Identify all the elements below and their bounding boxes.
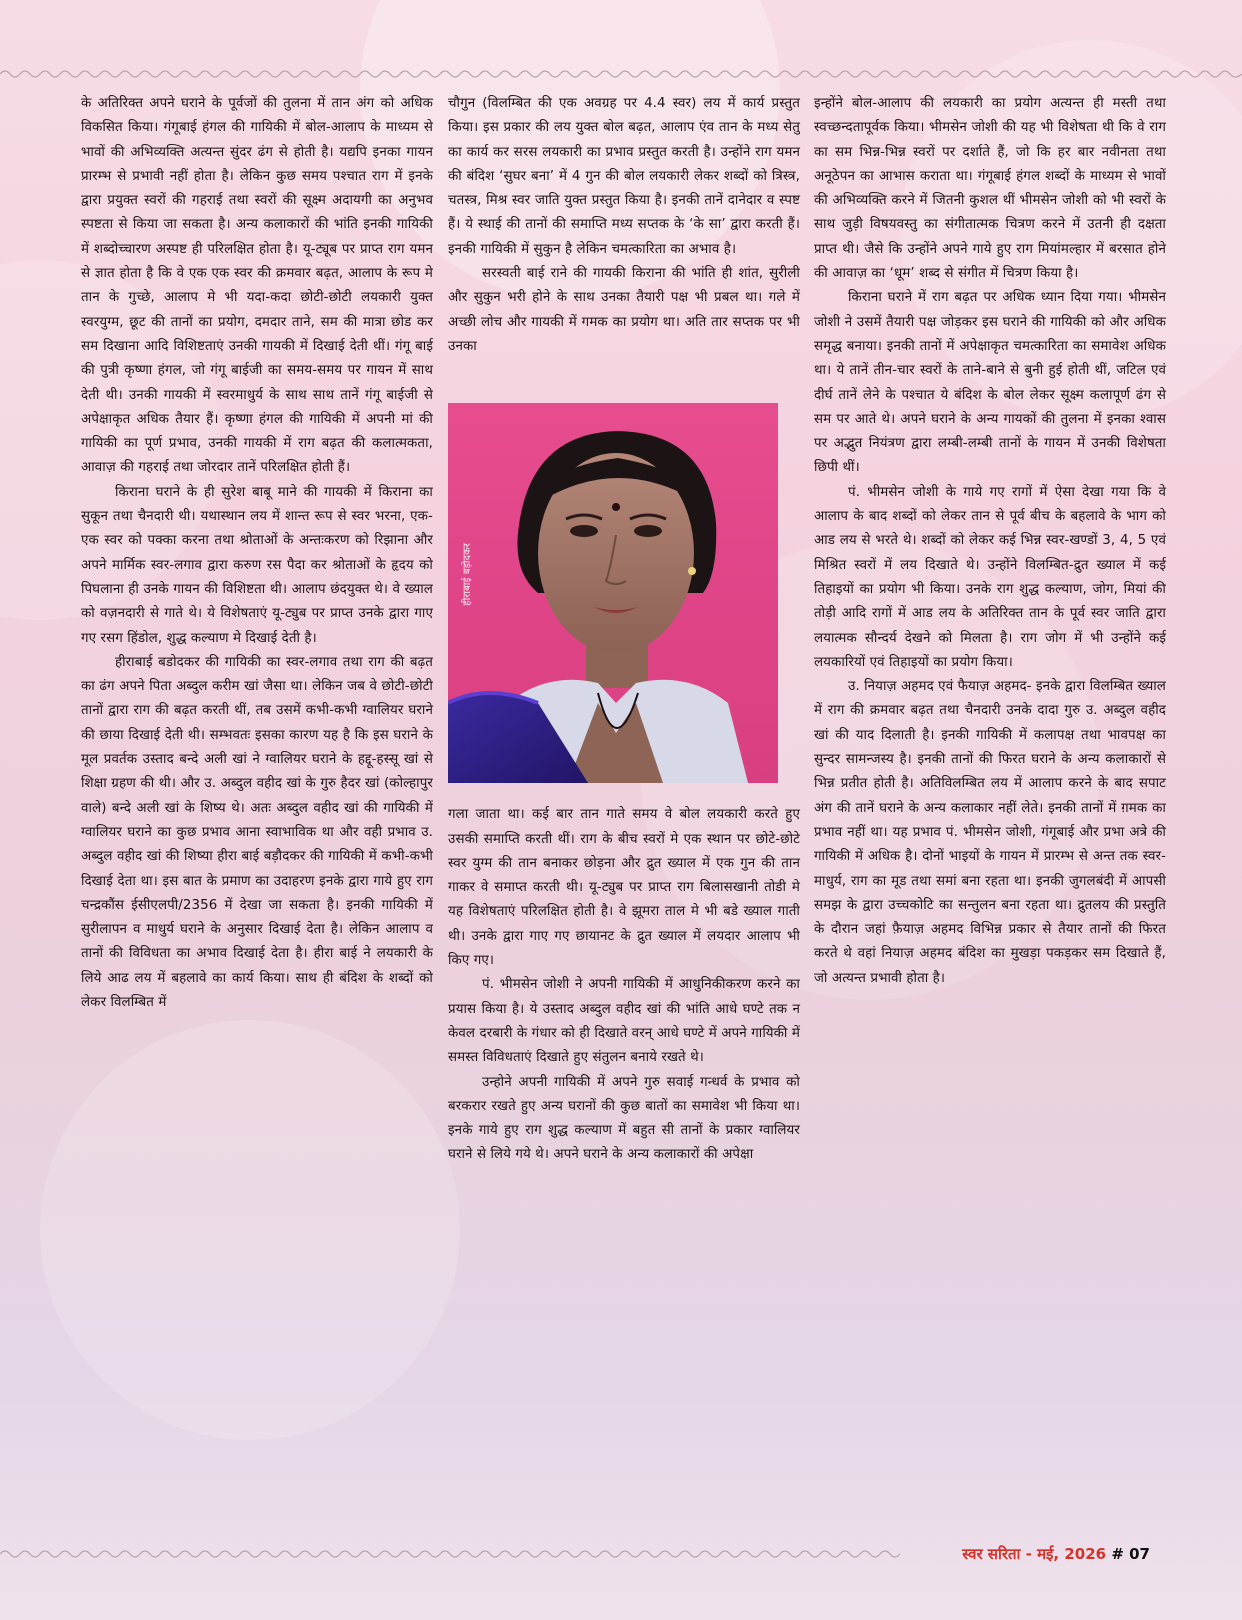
page-number: # 07 — [1111, 1545, 1150, 1563]
paragraph: चौगुन (विलम्बित की एक अवग्रह पर 4.4 स्वर) लय में कार्य प्रस्तुत किया। इस प्रकार की लय युक्त बोल बढ़त, आलाप एंव तान के मध्य सेतु का कार्य कर सरस लयकारी का प्रभाव प्रस्तुत करती है। उन्होंने राग यमन की बंदिश ‘सुघर बना’ में 4 गुन की बोल लयकारी लेकर शब्दों को त्रिस्त्र, चतस्त्र, मिश्र स्वर जाति युक्त प्रस्तुत किया है। इनकी तानें दानेदार व स्पष्ट हैं। ये स्थाई की तानों की समाप्ति मध्य सप्तक के ‘के सा’ द्वारा करती हैं। इनकी गायिकी में सुकुन है लेकिन चमत्कारिता का अभाव है। — [448, 96, 800, 257]
paragraph: के अतिरिक्त अपने घराने के पूर्वजों की तुलना में तान अंग को अधिक विकसित किया। गंगूबाई हंगल की गायिकी में बोल-आलाप के माध्यम से भावों की अभिव्यक्ति अत्यन्त सुंदर ढंग से होती है। यद्यपि इनका गायन प्रारम्भ से प्रभावी नहीं होता है। लेकिन कुछ समय पश्चात राग में इनके द्वारा प्रयुक्त स्वरों की गहराई तथा स्वरों की सूक्ष्म अदायगी का अनुभव स्पष्टता से किया जा सकता है। अन्य कलाकारों की भांति इनकी गायिकी में शब्दोच्चारण अस्पष्ट ही परिलक्षित होता है। यू-ट्यूब पर प्राप्त राग यमन से ज्ञात होता है कि वे एक एक स्वर की क्रमवार बढ़त, आलाप के रूप मे तान के गुच्छे, आलाप मे भी यदा-कदा छोटी-छोटी लयकारी युक्त स्वरयुग्म, छूट की तानों का प्रयोग, दमदार ताने, सम की मात्रा छोड कर सम दिखाना आदि विशिष्टताएं उनकी गायकी में दिखाई देती थीं। गंगू बाई की पुत्री कृष्णा हंगल, जो गंगू बाईजी का समय-समय पर गायन में साथ देती थी। उनकी गायकी में स्वरमाधुर्य के साथ साथ तानें गंगू बाईजी से अपेक्षाकृत अधिक तैयार हैं। कृष्णा हंगल की गायिकी में अपनी मां की गायिकी का पूर्ण प्रभाव, उनकी गायकी में राग बढ़त की कलात्मकता, आवाज़ की गहराई तथा जोरदार तानें परिलक्षित होती हैं। — [81, 96, 433, 476]
issue-date: - मई, 2026 — [1025, 1545, 1107, 1563]
paragraph: इन्होंने बोल-आलाप की लयकारी का प्रयोग अत्यन्त ही मस्ती तथा स्वच्छन्दतापूर्वक किया। भीमसेन जोशी की यह भी विशेषता थी कि वे राग का सम भिन्न-भिन्न स्वरों पर दर्शाते हैं, जो कि हर बार नवीनता तथा अनूठेपन का आभास कराता था। गंगूबाई हंगल शब्दों के माध्यम से भावों की अभिव्यक्ति करने में जितनी कुशल थीं भीमसेन जोशी को भी स्वरों के साथ जुड़ी विषयवस्तु का संगीतात्मक चित्रण करने में उतनी ही दक्षता प्राप्त थी। जैसे कि उन्होंने अपने गाये हुए राग मियांमल्हार में बरसात होने की आवाज़ का ‘धूम’ शब्द से संगीत में चित्रण किया है। — [814, 96, 1166, 282]
bottom-wave-divider — [0, 1546, 900, 1562]
page-footer — [962, 1544, 1150, 1564]
article-column-2 — [448, 92, 800, 1168]
paragraph: पं. भीमसेन जोशी ने अपनी गायिकी में आधुनिकीकरण करने का प्रयास किया है। ये उस्ताद अब्दुल वहीद खां की भांति आधे घण्टे तक न केवल दरबारी के गंधार को ही दिखाते वरन् आधे घण्टे में अपने गायिकी में समस्त विविधताएं दिखाते हुए संतुलन बनाये रखते थे। — [448, 977, 800, 1066]
paragraph: उन्होने अपनी गायिकी में अपने गुरु सवाई गन्धर्व के प्रभाव को बरकरार रखते हुए अन्य घरानों की कुछ बातों का समावेश भी किया था। इनके गाये हुए राग शुद्ध कल्याण में बहुत सी तानों के प्रकार ग्वालियर घराने से लिये गये थे। अपने घराने के अन्य कलाकारों की अपेक्षा — [448, 1074, 800, 1163]
paragraph: पं. भीमसेन जोशी के गाये गए रागों में ऐसा देखा गया कि वे आलाप के बाद शब्दों को लेकर तान से पूर्व बीच के बहलावे के भाग को आड लय से भरते थे। शब्दों को लेकर कई भिन्न स्वर-खण्डों 3, 4, 5 एवं मिश्रित स्वरों में लय दिखाते थे। उन्होंने विलम्बित-द्रुत ख्याल में कई तिहाइयों का प्रयोग भी किया। उनके राग शुद्ध कल्याण, जोग, मियां की तोड़ी आदि रागों में आड लय के अतिरिक्त तान के पूर्व स्वर जाति द्वारा लयात्मक सौन्दर्य देखने को मिलता है। राग जोग में भी उन्होंने कई लयकारियों एवं तिहाइयों का प्रयोग किया। — [814, 484, 1166, 670]
portrait-illustration — [448, 403, 778, 783]
paragraph: हीराबाई बडोदकर की गायिकी का स्वर-लगाव तथा राग की बढ़त का ढंग अपने पिता अब्दुल करीम खां जैसा था। लेकिन जब वे छोटी-छोटी तानों द्वारा राग की बढ़त करती थीं, तब उसमें कभी-कभी ग्वालियर घराने की छाया दिखाई देती थी। सम्भवतः इसका कारण यह है कि इस घराने के मूल प्रवर्तक उस्ताद बन्दे अली खां ने ग्वालियर घराने के हद्दू-हस्सू खां से शिक्षा ग्रहण की थी। और उ. अब्दुल वहीद खां के गुरु हैदर खां (कोल्हापुर वाले) बन्दे अली खां के शिष्य थे। अतः अब्दुल वहीद खां की गायिकी में ग्वालियर घराने का कुछ प्रभाव आना स्वाभाविक था और वही प्रभाव उ. अब्दुल वहीद खां की शिष्या हीरा बाई बड़ौदकर की गायिकी में कभी-कभी दिखाई देता था। इस बात के प्रमाण का उदाहरण इनके द्वारा गाये हुए राग चन्द्रकौंस ईसीएलपी/2356 में देखा जा सकता है। इनकी गायिकी में सुरीलापन व माधुर्य घराने के अनुसार दिखाई देता है। लेकिन आलाप व तानों की विविधता का अभाव दिखाई देता है। हीरा बाई ने लयकारी के लिये आढ लय में बहलावे का कार्य किया। साथ ही बंदिश के शब्दों को लेकर विलम्बित में — [81, 654, 433, 1010]
paragraph: किराना घराने में राग बढ़त पर अधिक ध्यान दिया गया। भीमसेन जोशी ने उसमें तैयारी पक्ष जोड़कर इस घराने की गायिकी को और अधिक समृद्ध बनाया। इनकी तानों में अपेक्षाकृत चमत्कारिता का समावेश अधिक था। ये तानें तीन-चार स्वरों के ताने-बाने से बुनी हुई होती थीं, जटिल एवं दीर्घ तानें लेने के पश्चात ये बंदिश के बोल लेकर सूक्ष्म कलापूर्ण ढंग से सम पर आते थे। अपने घराने के अन्य गायकों की तुलना में इनका श्वास पर अद्भुत नियंत्रण द्वारा लम्बी-लम्बी तानों के गायन में उनकी विशेषता छिपी थीं। — [814, 290, 1166, 476]
photo-caption: हीराबाई बड़ोदकर — [462, 543, 473, 606]
paragraph: किराना घराने के ही सुरेश बाबू माने की गायकी में किराना का सुकून तथा चैनदारी थी। यथास्थान लय में शान्त रूप से स्वर भरना, एक-एक स्वर को पक्का करना तथा श्रोताओं के अन्तःकरण को रिझाना और अपने मार्मिक स्वर-लगाव द्वारा करुण रस पैदा कर श्रोताओं के हृदय को पिघलाना ही उनके गायन की विशिष्टता थी। आलाप छंदयुक्त थे। वे ख्याल को वज़नदारी से गाते थे। ये विशेषताएं यू-ट्युब पर प्राप्त उनके द्वारा गाए गए रसग हिंडोल, शुद्ध कल्याण मे दिखाई देती है। — [81, 484, 433, 646]
article-column-3 — [814, 92, 1166, 991]
paragraph: सरस्वती बाई राने की गायकी किराना की भांति ही शांत, सुरीली और सुकुन भरी होने के साथ उनका तैयारी पक्ष भी प्रबल था। गले में अच्छी लोच और गायकी में गमक का प्रयोग था। अति तार सप्तक पर भी उनका — [448, 266, 800, 354]
paragraph: गला जाता था। कई बार तान गाते समय वे बोल लयकारी करते हुए उसकी समाप्ति करती थीं। राग के बीच स्वरों मे एक स्थान पर छोटे-छोटे स्वर युग्म की तान बनाकर छोड़ना और द्रुत ख्याल में एक गुन की तान गाकर वे समाप्त करती थी। यू-ट्युब पर प्राप्त राग बिलासखानी तोडी मे यह विशेषताएं परिलक्षित होती है। वे झूमरा ताल मे भी बडे ख्याल गाती थी। उनके द्वारा गाए गए छायानट के द्रुत ख्याल में लयदार आलाप भी किए गए। — [448, 807, 800, 969]
portrait-photo — [448, 403, 778, 783]
background-bubble — [40, 1020, 460, 1440]
top-wave-divider — [0, 66, 1242, 82]
article-column-1 — [81, 92, 433, 1015]
magazine-name: स्वर सरिता — [962, 1545, 1021, 1563]
paragraph: उ. नियाज़ अहमद एवं फैयाज़ अहमद- इनके द्वारा विलम्बित ख्याल में राग की क्रमवार बढ़त तथा चैनदारी उनके दादा गुरु उ. अब्दुल वहीद खां की याद दिलाती है। इनकी गायिकी में कलापक्ष तथा भावपक्ष का सुन्दर सामन्जस्य है। इनकी तानों की फिरत घराने के अन्य कलाकारों से भिन्न प्रतीत होती है। अतिविलम्बित लय में आलाप करने के बाद सपाट अंग की तानें घराने के अन्य कलाकार नहीं लेते। इनकी तानों में ग़मक का प्रभाव नहीं था। यह प्रभाव पं. भीमसेन जोशी, गंगूबाई और प्रभा अत्रे की गायिकी में अधिक है। दोनों भाइयों के गायन में प्रारम्भ से अन्त तक स्वर-माधुर्य, राग का मूड तथा समां बना रहता था। इनकी जुगलबंदी में आपसी समझ के द्वारा उच्चकोटि का सन्तुलन बना रहता था। द्रुतलय की प्रस्तुति के दौरान जहां फ़ैयाज़ अहमद विभिन्न प्रकार से तैयार तानों की फिरत करते थे वहां नियाज़ अहमद बंदिश का मुखड़ा पकड़कर सम दिखाते हैं, जो अत्यन्त प्रभावी होता है। — [814, 679, 1166, 986]
